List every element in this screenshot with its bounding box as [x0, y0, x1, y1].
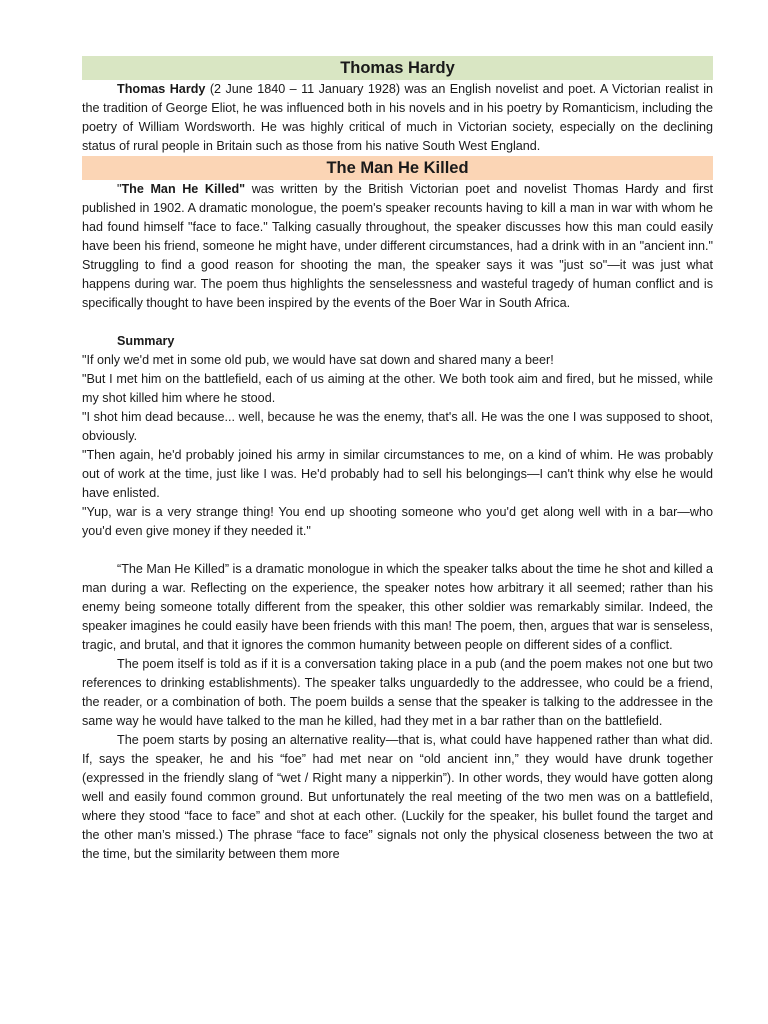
summary-quote: "But I met him on the battlefield, each of us aiming at the other. We both took aim and fired, but he missed, while my shot killed him where he stood. — [82, 372, 713, 405]
hardy-bio-paragraph — [82, 80, 713, 156]
poem-intro-text: was written by the British Victorian poet and novelist Thomas Hardy and first published in 1902. A dramatic monologue, the poem's speaker recounts having to kill a man in war with whom he had found himself "face to face." Talking casually throughout, the speaker discusses how this man could easily have been his friend, someone he might have, under different circumstances, had a drink with in an "ancient inn." Struggling to find a good reason for shooting the man, the speaker says it was "just so"—it was just what happens during war. The poem thus highlights the senselessness and wasteful tragedy of human conflict and is specifically thought to have been inspired by the events of the Boer War in South Africa. — [82, 182, 713, 310]
analysis-paragraph: The poem starts by posing an alternative reality—that is, what could have happened rather than what did. If, says the speaker, he and his “foe” had met near on “old ancient inn,” they would have drunk together (expressed in the friendly slang of “wet / Right many a nipperkin”). In other words, they would have gotten along well and easily found common ground. But unfortunately the real meeting of the two men was on a battlefield, where they stood “face to face” and shot at each other. (Luckily for the speaker, his bullet found the target and the other man’s missed.) The phrase “face to face” signals not only the physical closeness between the two at the time, but the similarity between them more — [82, 733, 713, 861]
document-page — [82, 56, 713, 864]
spacer — [82, 541, 713, 560]
analysis-paragraph: The poem itself is told as if it is a conversation taking place in a pub (and the poem makes not one but two references to drinking establishments). The speaker talks unguardedly to the addressee, who could be a friend, the reader, or a combination of both. The poem builds a sense that the speaker is talking to the addressee in the same way he would have talked to the man he killed, had they met in a bar rather than on the battlefield. — [82, 657, 713, 728]
summary-quote: "Then again, he'd probably joined his army in similar circumstances to me, on a kind of whim. He was probably out of work at the time, just like I was. He'd probably had to sell his belongings—I can't think why else he would have enlisted. — [82, 448, 713, 500]
analysis-paragraph: “The Man He Killed” is a dramatic monologue in which the speaker talks about the time he shot and killed a man during a war. Reflecting on the experience, the speaker notes how arbitrary it all seemed; rather than his enemy being someone totally different from the speaker, this other soldier was remarkably similar. Indeed, the speaker imagines he could easily have been friends with this man! The poem, then, argues that war is senseless, tragic, and brutal, and that it ignores the common humanity between people on different sides of a conflict. — [82, 562, 713, 652]
summary-quote: "I shot him dead because... well, because he was the enemy, that's all. He was the one I was supposed to shoot, obviously. — [82, 410, 713, 443]
poem-intro-paragraph — [82, 180, 713, 313]
hardy-lead-name: Thomas Hardy — [117, 82, 206, 96]
spacer — [82, 313, 713, 332]
summary-quote: "Yup, war is a very strange thing! You end up shooting someone who you'd get along well with in a bar—who you'd even give money if they needed it." — [82, 505, 713, 538]
hardy-bio-text: (2 June 1840 – 11 January 1928) was an English novelist and poet. A Victorian realist in the tradition of George Eliot, he was influenced both in his novels and in his poetry by Romanticism, including the poetry of William Wordsworth. He was highly critical of much in Victorian society, especially on the declining status of rural people in Britain such as those from his native South West England. — [82, 82, 714, 153]
hardy-heading: Thomas Hardy — [82, 56, 713, 80]
summary-title: Summary — [117, 334, 175, 348]
poem-heading: The Man He Killed — [82, 156, 713, 180]
poem-lead-title: The Man He Killed" — [121, 182, 246, 196]
summary-quote: "If only we'd met in some old pub, we would have sat down and shared many a beer! — [82, 353, 554, 367]
poem-open-quote: " — [117, 182, 122, 196]
